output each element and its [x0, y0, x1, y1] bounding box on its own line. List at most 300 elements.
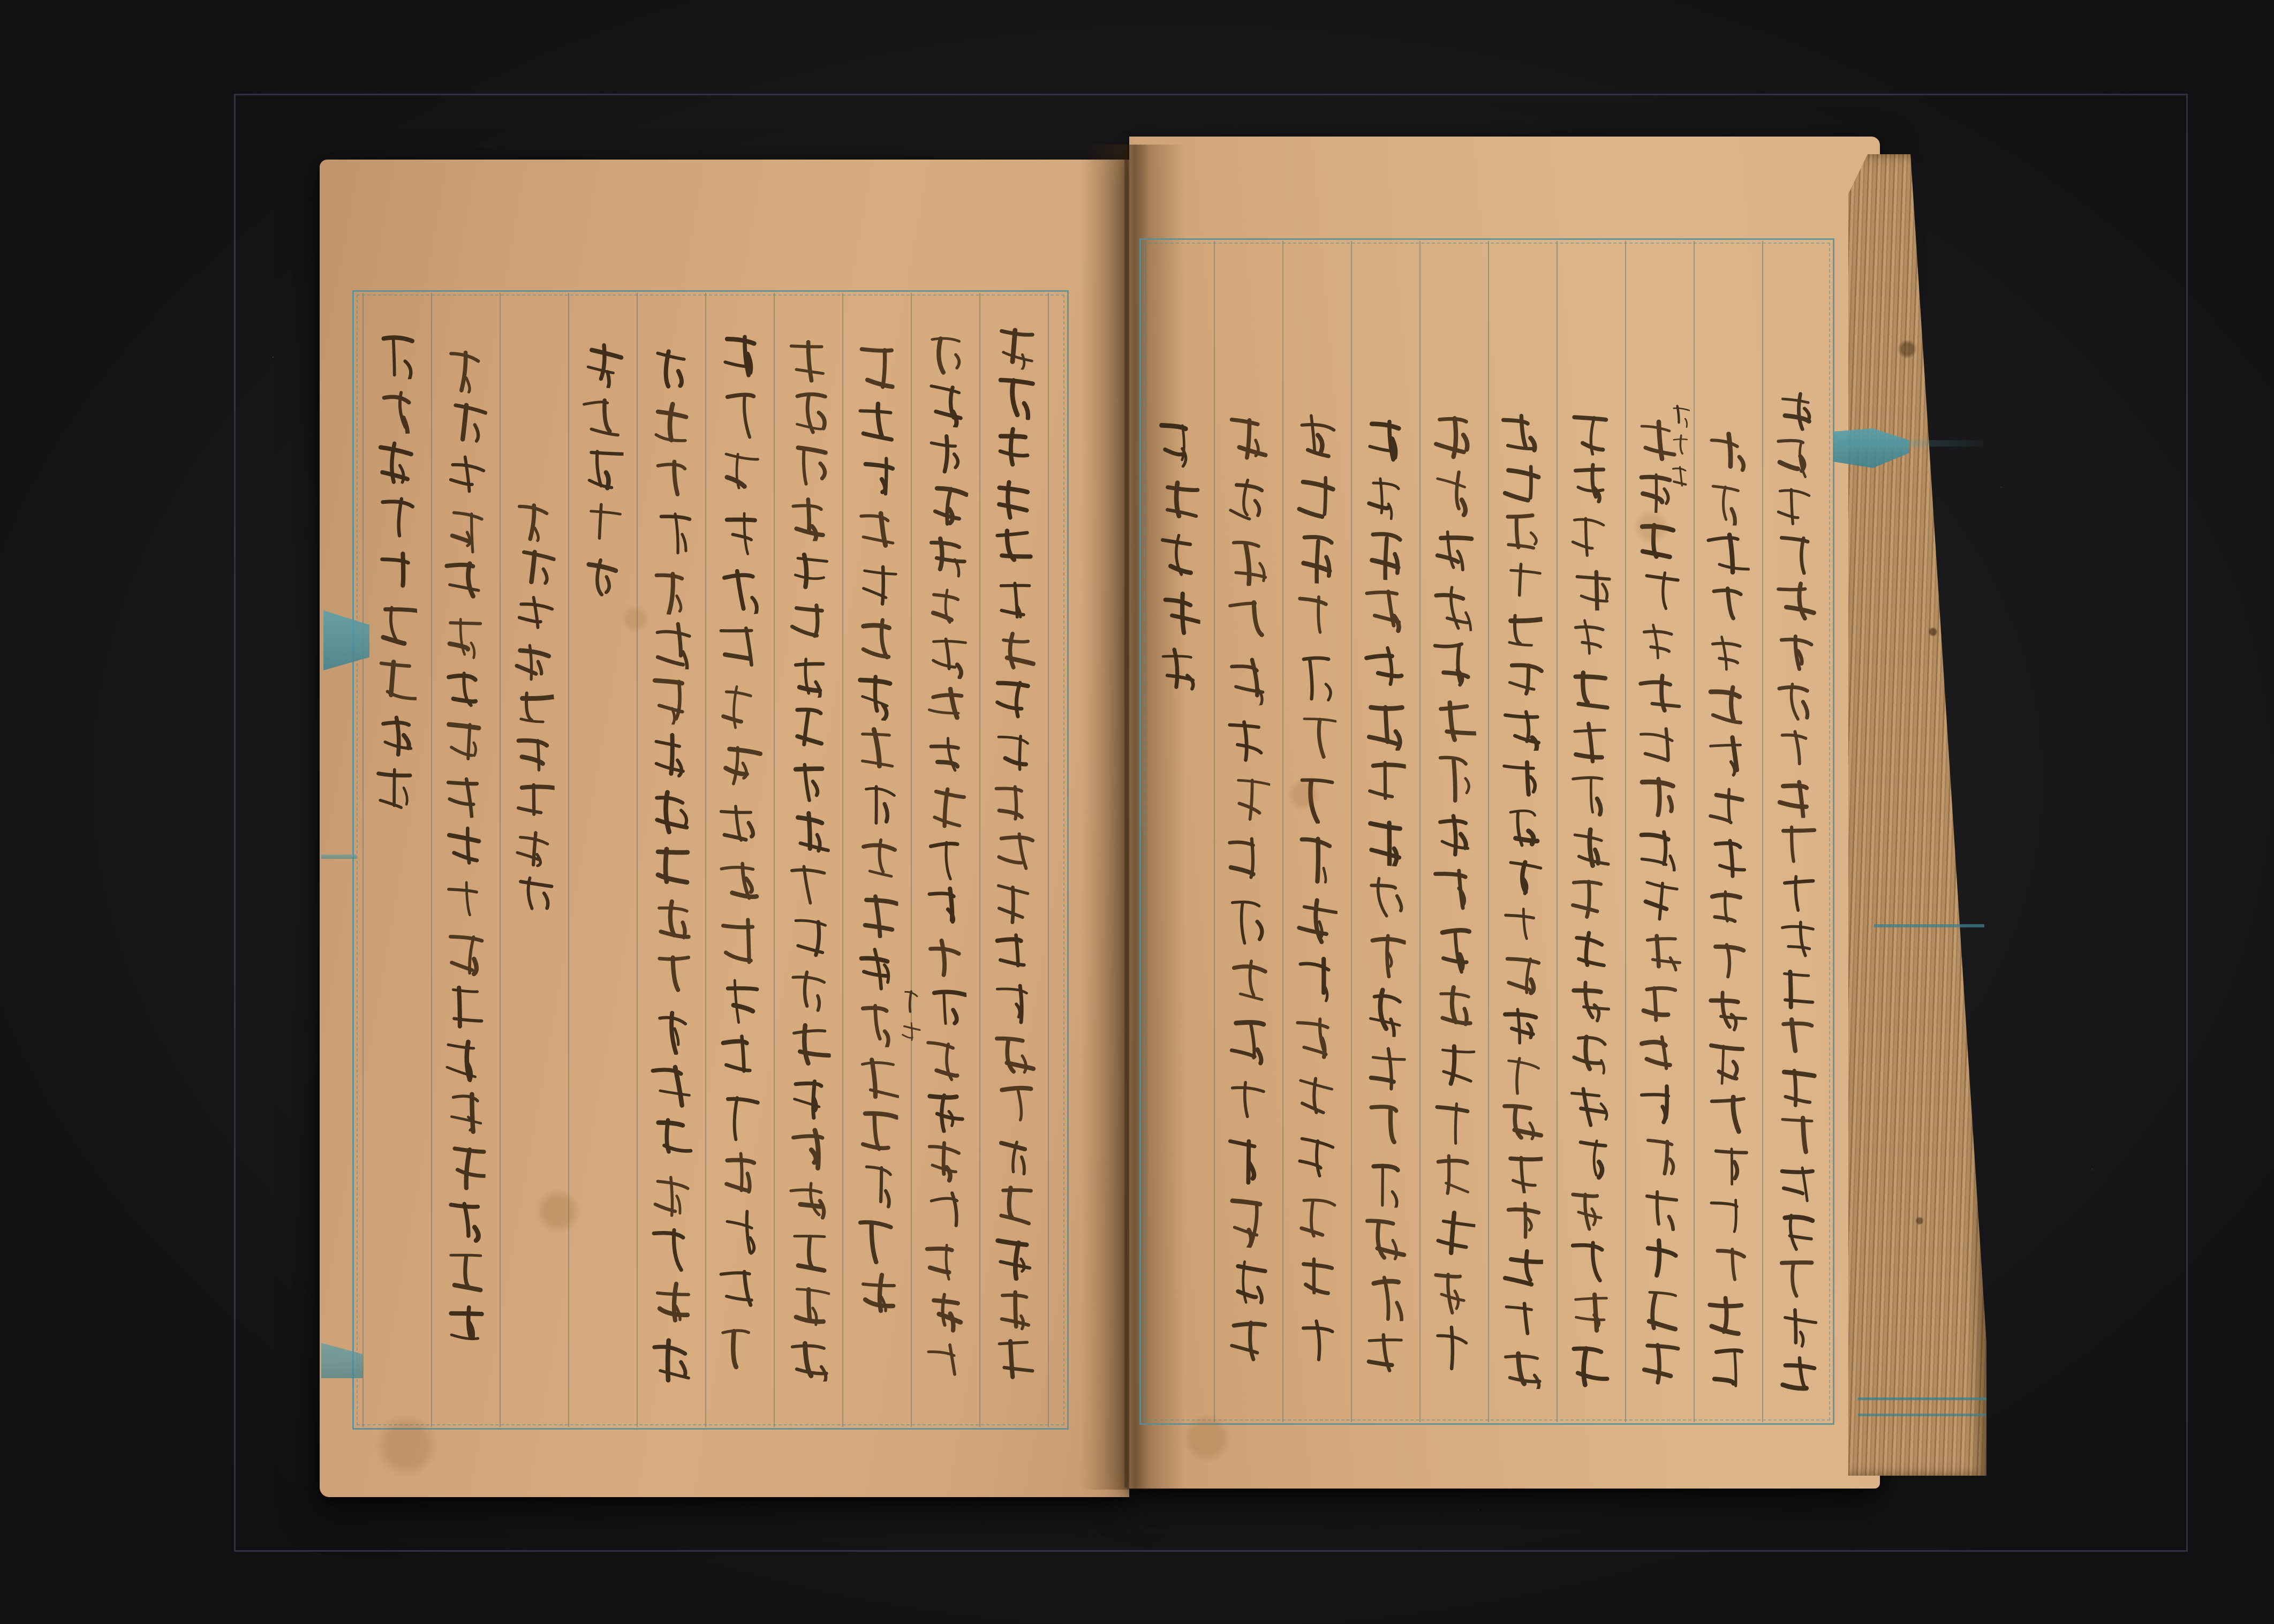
handwritten-character: [367, 762, 423, 816]
handwritten-character: [917, 882, 972, 933]
handwritten-character: [1219, 890, 1274, 950]
handwritten-character: [985, 1282, 1041, 1333]
handwritten-character: [1356, 639, 1411, 697]
text-column: [1219, 410, 1274, 1371]
handwritten-character: [1698, 426, 1754, 477]
handwritten-character: [1424, 977, 1480, 1034]
handwritten-character: [1424, 577, 1480, 635]
text-column: [1630, 412, 1686, 1387]
handwritten-character: [780, 701, 835, 753]
handwritten-character: [711, 911, 767, 969]
handwritten-character: [985, 320, 1041, 371]
handwritten-character: [1561, 1338, 1617, 1389]
handwritten-character: [780, 1069, 835, 1122]
handwritten-character: [1356, 1039, 1411, 1097]
handwritten-character: [1219, 950, 1274, 1010]
handwritten-character: [1287, 647, 1343, 707]
handwritten-character: [1219, 1070, 1274, 1130]
handwritten-character: [917, 1235, 972, 1286]
handwritten-character: [1698, 1189, 1754, 1240]
handwritten-character: [1150, 584, 1206, 640]
handwritten-character: [985, 1181, 1041, 1232]
handwritten-character: [1493, 458, 1548, 508]
handwritten-character: [1424, 1205, 1480, 1262]
handwritten-character: [780, 438, 835, 490]
handwritten-character: [917, 328, 972, 378]
handwritten-character: [643, 616, 698, 671]
handwritten-character: [1630, 566, 1686, 617]
handwritten-character: [1630, 1028, 1686, 1079]
handwritten-character: [1767, 916, 1823, 964]
handwritten-character: [643, 1331, 698, 1386]
handwritten-character: [573, 336, 629, 389]
handwritten-character: [1493, 1196, 1548, 1245]
handwritten-character: [1424, 691, 1480, 749]
handwritten-character: [1630, 977, 1686, 1028]
handwritten-character: [1767, 530, 1823, 578]
handwritten-character: [1493, 1146, 1548, 1196]
handwritten-character: [1287, 707, 1343, 767]
handwritten-character: [1287, 527, 1343, 587]
handwritten-character: [711, 1320, 767, 1379]
handwritten-character: [1493, 606, 1548, 655]
handwritten-character: [643, 562, 698, 617]
handwritten-character: [1356, 925, 1411, 982]
handwritten-character: [1767, 384, 1823, 433]
handwritten-character: [436, 1245, 492, 1298]
text-column: [1356, 411, 1411, 1381]
text-column: [1150, 415, 1206, 696]
handwritten-character: [1356, 868, 1411, 925]
handwritten-character: [1561, 613, 1617, 665]
handwritten-character: [848, 340, 904, 395]
handwritten-character: [573, 443, 629, 496]
handwritten-character: [917, 1336, 972, 1387]
handwritten-character: [1767, 1206, 1823, 1255]
handwritten-character: [780, 333, 835, 386]
handwritten-character: [1630, 772, 1686, 823]
text-column: [1561, 406, 1617, 1389]
handwritten-character: [1767, 820, 1823, 868]
handwritten-character: [917, 782, 972, 832]
handwritten-character: [1630, 925, 1686, 977]
handwritten-character: [367, 653, 423, 707]
handwritten-character: [917, 580, 972, 630]
handwritten-character: [1424, 1148, 1480, 1205]
handwritten-character: [1561, 976, 1617, 1028]
handwritten-character: [643, 1001, 698, 1056]
handwritten-character: [1493, 655, 1548, 704]
handwritten-character: [1493, 1097, 1548, 1146]
handwritten-character: [1493, 851, 1548, 901]
handwritten-character: [780, 754, 835, 806]
handwritten-character: [985, 1333, 1041, 1384]
handwritten-character: [1561, 924, 1617, 976]
handwritten-character: [1424, 749, 1480, 806]
handwritten-character: [1698, 1087, 1754, 1138]
handwritten-character: [1561, 406, 1617, 458]
handwritten-character: [917, 530, 972, 580]
handwritten-character: [1561, 458, 1617, 510]
handwritten-character: [985, 523, 1041, 573]
text-column: [917, 328, 972, 1387]
handwritten-character: [1561, 872, 1617, 924]
handwritten-character: [917, 1084, 972, 1135]
handwritten-character: [985, 573, 1041, 624]
handwritten-character: [1698, 782, 1754, 833]
handwritten-character: [711, 501, 767, 560]
handwritten-character: [1356, 1210, 1411, 1267]
handwritten-character: [436, 1192, 492, 1245]
handwritten-character: [1698, 1240, 1754, 1290]
handwritten-character: [780, 1279, 835, 1332]
handwritten-character: [985, 827, 1041, 878]
handwritten-character: [643, 507, 698, 562]
handwritten-character: [1287, 467, 1343, 527]
handwritten-character: [1767, 1303, 1823, 1351]
text-column: [1767, 384, 1823, 1400]
handwritten-character: [848, 667, 904, 722]
handwritten-character: [780, 1174, 835, 1227]
handwritten-character: [1630, 515, 1686, 566]
fore-edge-rule-line: [1874, 924, 1984, 927]
handwritten-character: [1287, 1308, 1343, 1368]
handwritten-character: [1424, 863, 1480, 920]
handwritten-character: [1630, 1079, 1686, 1130]
text-column: [848, 340, 904, 1322]
handwritten-character: [1356, 1153, 1411, 1211]
handwritten-character: [985, 1131, 1041, 1182]
handwritten-character: [436, 608, 492, 661]
handwritten-character: [367, 599, 423, 653]
handwritten-character: [1698, 1138, 1754, 1189]
handwritten-character: [436, 927, 492, 980]
handwritten-character: [1561, 561, 1617, 613]
handwritten-character: [643, 1056, 698, 1112]
text-column: [573, 336, 629, 602]
handwritten-character: [1219, 830, 1274, 890]
handwritten-character: [1561, 664, 1617, 716]
handwritten-character: [1493, 901, 1548, 950]
handwritten-character: [780, 491, 835, 543]
handwritten-character: [1219, 1190, 1274, 1250]
handwritten-character: [985, 979, 1041, 1030]
handwritten-character: [1150, 640, 1206, 696]
handwritten-character: [1561, 509, 1617, 561]
handwritten-character: [1287, 407, 1343, 467]
handwritten-character: [1630, 1285, 1686, 1336]
handwritten-character: [1698, 883, 1754, 934]
handwritten-character: [1698, 477, 1754, 527]
handwritten-character: [1767, 1013, 1823, 1061]
handwritten-character: [985, 928, 1041, 979]
handwritten-character: [504, 871, 560, 918]
handwritten-character: [1150, 471, 1206, 527]
handwritten-character: [1219, 1130, 1274, 1190]
handwritten-character: [1356, 1267, 1411, 1325]
handwritten-character: [573, 389, 629, 442]
handwritten-character: [643, 892, 698, 947]
handwritten-character: [1424, 805, 1480, 863]
handwritten-character: [711, 560, 767, 618]
handwritten-character: [917, 1286, 972, 1336]
handwritten-character: [1630, 669, 1686, 720]
handwritten-character: [711, 1203, 767, 1262]
handwritten-character: [1698, 578, 1754, 629]
handwritten-character: [1356, 469, 1411, 526]
handwritten-character: [780, 543, 835, 596]
handwritten-character: [1219, 470, 1274, 530]
handwritten-character: [1287, 948, 1343, 1008]
handwritten-character: [1767, 675, 1823, 723]
handwritten-character: [1219, 1311, 1274, 1371]
handwritten-character: [1150, 415, 1206, 471]
text-column: [504, 497, 560, 918]
handwritten-character: [848, 504, 904, 558]
handwritten-character: [1287, 767, 1343, 827]
handwritten-character: [504, 637, 560, 684]
handwritten-character: [895, 1016, 923, 1047]
handwritten-character: [1493, 802, 1548, 851]
handwritten-character: [1356, 811, 1411, 868]
handwritten-character: [1630, 720, 1686, 772]
text-column: [1698, 426, 1754, 1392]
handwritten-character: [711, 1028, 767, 1086]
handwritten-character: [848, 1158, 904, 1213]
handwritten-character: [504, 684, 560, 731]
handwritten-character: [1219, 590, 1274, 650]
handwritten-character: [1287, 1008, 1343, 1068]
handwritten-character: [711, 852, 767, 911]
handwritten-character: [917, 731, 972, 782]
handwritten-character: [1665, 461, 1693, 492]
handwritten-character: [1767, 723, 1823, 771]
handwritten-character: [1767, 965, 1823, 1013]
handwritten-character: [504, 731, 560, 777]
handwritten-character: [711, 794, 767, 852]
handwritten-character: [1219, 530, 1274, 590]
handwritten-character: [1493, 1048, 1548, 1097]
handwritten-character: [1561, 768, 1617, 820]
handwritten-character: [643, 342, 698, 397]
handwritten-character: [573, 496, 629, 549]
text-column: [780, 333, 835, 1385]
teal-tab-line-left: [321, 855, 357, 859]
handwritten-character: [1493, 508, 1548, 557]
handwritten-character: [848, 395, 904, 449]
handwritten-character: [1630, 1182, 1686, 1233]
handwritten-character: [1561, 1182, 1617, 1234]
handwritten-character: [711, 677, 767, 735]
handwritten-character: [436, 768, 492, 821]
handwritten-character: [780, 1122, 835, 1174]
handwritten-character: [1698, 731, 1754, 782]
handwritten-character: [504, 825, 560, 871]
handwritten-character: [1630, 1335, 1686, 1387]
handwritten-character: [848, 722, 904, 776]
handwritten-character: [1493, 704, 1548, 753]
handwritten-character: [1630, 1130, 1686, 1182]
handwritten-character: [1561, 1234, 1617, 1286]
handwritten-character: [1767, 1109, 1823, 1158]
handwritten-character: [504, 497, 560, 543]
handwritten-character: [848, 1267, 904, 1322]
handwritten-character: [780, 859, 835, 911]
handwritten-character: [917, 479, 972, 530]
handwritten-character: [917, 681, 972, 731]
handwritten-character: [643, 397, 698, 452]
handwritten-character: [1698, 629, 1754, 680]
handwritten-character: [643, 782, 698, 837]
handwritten-character: [436, 1033, 492, 1086]
handwritten-character: [1356, 754, 1411, 811]
handwritten-character: [367, 545, 423, 599]
handwritten-character: [1630, 617, 1686, 669]
handwritten-character: [1698, 1290, 1754, 1341]
handwritten-character: [1665, 399, 1693, 430]
handwritten-character: [1219, 1251, 1274, 1311]
handwritten-character: [436, 396, 492, 449]
text-column: [436, 343, 492, 1352]
handwritten-character: [848, 1049, 904, 1104]
handwritten-character: [504, 543, 560, 590]
text-column: [367, 328, 423, 817]
handwritten-character: [1287, 888, 1343, 948]
handwritten-character: [711, 1145, 767, 1203]
teal-tab-line-right: [1838, 440, 1983, 447]
handwritten-character: [573, 549, 629, 602]
handwritten-character: [985, 878, 1041, 928]
handwritten-character: [1630, 1233, 1686, 1285]
handwritten-character: [1219, 650, 1274, 710]
handwritten-character: [1424, 1262, 1480, 1319]
handwritten-character: [1424, 463, 1480, 520]
handwritten-character: [780, 1016, 835, 1069]
handwritten-character: [504, 591, 560, 637]
handwritten-character: [643, 947, 698, 1002]
handwritten-character: [643, 451, 698, 507]
handwritten-character: [436, 1086, 492, 1139]
handwritten-character: [1219, 410, 1274, 470]
handwritten-character: [1493, 1245, 1548, 1294]
handwritten-character: [985, 1029, 1041, 1080]
handwritten-character: [436, 980, 492, 1033]
handwritten-character: [1150, 527, 1206, 584]
handwritten-character: [1698, 1341, 1754, 1392]
interlinear-note: [895, 985, 923, 1047]
handwritten-character: [1767, 481, 1823, 530]
handwritten-character: [848, 886, 904, 940]
handwritten-character: [848, 1104, 904, 1158]
handwritten-character: [436, 874, 492, 927]
handwritten-character: [436, 555, 492, 608]
handwritten-character: [917, 428, 972, 479]
handwritten-character: [1356, 697, 1411, 754]
handwritten-character: [1767, 578, 1823, 626]
handwritten-character: [1219, 710, 1274, 770]
handwritten-character: [848, 776, 904, 831]
handwritten-character: [1356, 982, 1411, 1039]
handwritten-character: [1561, 1286, 1617, 1338]
handwritten-character: [711, 735, 767, 794]
handwritten-character: [1493, 556, 1548, 606]
handwritten-character: [711, 384, 767, 442]
handwritten-character: [436, 449, 492, 502]
handwritten-character: [780, 806, 835, 859]
handwritten-character: [436, 714, 492, 767]
handwritten-character: [1287, 1248, 1343, 1308]
handwritten-character: [711, 1262, 767, 1320]
handwritten-character: [1561, 1079, 1617, 1131]
handwritten-character: [1356, 583, 1411, 640]
text-column: [711, 326, 767, 1379]
handwritten-character: [1767, 1061, 1823, 1109]
handwritten-character: [1561, 1027, 1617, 1079]
handwritten-character: [1287, 1128, 1343, 1188]
handwritten-character: [917, 378, 972, 428]
handwritten-character: [711, 1086, 767, 1145]
handwritten-character: [1630, 874, 1686, 925]
handwritten-character: [1665, 430, 1693, 461]
handwritten-character: [367, 328, 423, 382]
handwritten-character: [1287, 827, 1343, 887]
handwritten-character: [436, 1298, 492, 1351]
text-column: [643, 342, 698, 1386]
handwritten-character: [1561, 820, 1617, 872]
handwritten-character: [711, 326, 767, 384]
handwritten-character: [985, 1232, 1041, 1283]
handwritten-character: [1698, 985, 1754, 1036]
handwritten-character: [643, 836, 698, 892]
handwritten-character: [985, 624, 1041, 675]
text-column: [1424, 406, 1480, 1376]
handwritten-character: [1356, 411, 1411, 469]
handwritten-character: [1493, 1343, 1548, 1392]
handwritten-character: [1561, 1131, 1617, 1183]
handwritten-character: [436, 502, 492, 555]
text-column: [985, 320, 1041, 1384]
handwritten-character: [436, 821, 492, 874]
handwritten-character: [1493, 1294, 1548, 1343]
handwritten-character: [985, 1080, 1041, 1131]
handwritten-character: [1493, 950, 1548, 999]
handwritten-character: [848, 558, 904, 613]
handwritten-character: [1767, 771, 1823, 819]
handwritten-character: [917, 933, 972, 983]
handwritten-character: [917, 1135, 972, 1185]
handwritten-character: [643, 1112, 698, 1167]
handwritten-character: [1424, 1091, 1480, 1148]
handwritten-character: [985, 371, 1041, 422]
handwritten-character: [1356, 1325, 1411, 1382]
handwritten-character: [711, 443, 767, 501]
handwritten-character: [643, 1276, 698, 1332]
handwritten-character: [367, 708, 423, 762]
handwritten-character: [1287, 587, 1343, 647]
handwritten-character: [848, 613, 904, 667]
handwritten-character: [504, 777, 560, 824]
handwritten-character: [1356, 1096, 1411, 1153]
handwritten-character: [917, 1185, 972, 1235]
handwritten-character: [1424, 520, 1480, 577]
handwritten-character: [985, 726, 1041, 776]
handwritten-character: [643, 1166, 698, 1221]
handwritten-character: [436, 1139, 492, 1192]
handwritten-character: [1424, 919, 1480, 977]
handwritten-character: [643, 671, 698, 727]
handwritten-character: [1698, 833, 1754, 883]
handwritten-character: [780, 648, 835, 701]
